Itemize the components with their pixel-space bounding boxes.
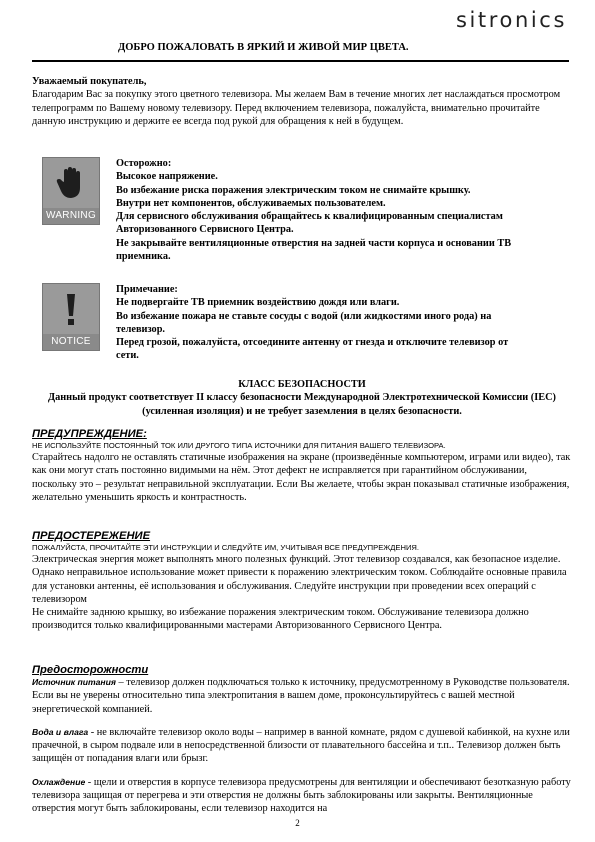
- safety-class-body: Данный продукт соответствует II классу безопасности Международной Электротехнической Комиссии (IEC) (усиленная изоляция) и не требует заземления в целях безопасности.: [48, 392, 556, 417]
- warning-line: Внутри нет компонентов, обслуживаемых пользователем.: [116, 197, 386, 209]
- precaution-label: Охлаждение: [32, 776, 86, 787]
- notice-line: Не подвергайте ТВ приемник воздействию дождя или влаги.: [116, 297, 400, 309]
- precaution-item: [32, 726, 572, 766]
- warning-text: [116, 157, 516, 263]
- warning-label: WARNING: [43, 208, 99, 224]
- caution-heading: ПРЕДОСТЕРЕЖЕНИЕ: [32, 530, 151, 542]
- warning-line: Высокое напряжение.: [116, 171, 218, 183]
- notice-badge: [42, 283, 100, 351]
- warning-line: Во избежание риска поражения электрическим током не снимайте крышку.: [116, 184, 471, 196]
- precaution-text: не включайте телевизор около воды – например в ванной комнате, рядом с душевой кабинкой, на кухне или прачечной, в сыром подвале или в непосредственной близости от плавательного бассейна и т.п.. Телевизор должен быть защищён от попадания влаги или брызг.: [32, 726, 570, 765]
- safety-class-section: [32, 378, 572, 418]
- precaution-separator: -: [88, 726, 97, 738]
- greeting-section: [32, 75, 572, 128]
- precaution-text: телевизор должен подключаться только к источнику, предусмотренному в Руководстве пользователя. Если вы не уверены относительно типа электропитания в вашем доме, проконсультируйтесь с вашей местной энергетической компанией.: [32, 677, 570, 715]
- notice-line: Примечание:: [116, 284, 178, 295]
- page-title: ДОБРО ПОЖАЛОВАТЬ В ЯРКИЙ И ЖИВОЙ МИР ЦВЕТА.: [118, 42, 409, 53]
- warning-heading: ПРЕДУПРЕЖДЕНИЕ:: [32, 428, 147, 440]
- notice-label: NOTICE: [43, 334, 99, 350]
- brand-logo: sitronics: [455, 8, 567, 32]
- notice-line: Перед грозой, пожалуйста, отсоедините антенну от гнезда и отключите телевизор от сети.: [116, 337, 509, 362]
- hand-stop-icon: [43, 166, 99, 205]
- page-number: 2: [295, 818, 300, 828]
- header-divider: [32, 60, 569, 62]
- precaution-item: [32, 776, 572, 816]
- precaution-label: Источник питания: [32, 677, 116, 687]
- caution-caps: ПОЖАЛУЙСТА, ПРОЧИТАЙТЕ ЭТИ ИНСТРУКЦИИ И СЛЕДУЙТЕ ИМ, УЧИТЫВАЯ ВСЕ ПРЕДУПРЕЖДЕНИЯ.: [32, 543, 420, 552]
- notice-text: [116, 283, 516, 363]
- notice-line: Во избежание пожара не ставьте сосуды с водой (или жидкостями иного рода) на телевизор.: [116, 310, 492, 335]
- caution-body: Электрическая энергия может выполнять много полезных функций. Этот телевизор создавался, как безопасное изделие. Однако неправильное использование может привести к поражению электрическим током. Соблюдайте основные правила для установки антенны, её использования и обслуживания. Следуйте инструкции при проведении всех операций с телевизором: [32, 554, 567, 605]
- warning-line: Для сервисного обслуживания обращайтесь к квалифицированным специалистам Авторизованного Сервисного Центра.: [116, 211, 503, 236]
- precautions-heading: Предосторожности: [32, 664, 149, 676]
- precaution-text: щели и отверстия в корпусе телевизора предусмотрены для вентиляции и обеспечивают безотказную работу телевизора защищая от перегрева и эти отверстия не должны быть заблокированы или закрыты. Вентиляционные отверстия могут быть заблокированы, если телевизор находится на: [32, 776, 571, 815]
- greeting-salutation: Уважаемый покупатель,: [32, 76, 147, 87]
- warning-line: Не закрывайте вентиляционные отверстия на задней части корпуса и основании ТВ приемника.: [116, 237, 512, 263]
- warning-caps: НЕ ИСПОЛЬЗУЙТЕ ПОСТОЯННЫЙ ТОК ИЛИ ДРУГОГО ТИПА ИСТОЧНИКИ ДЛЯ ПИТАНИЯ ВАШЕГО ТЕЛЕВИЗОРА.: [32, 441, 446, 450]
- greeting-body: Благодарим Вас за покупку этого цветного телевизора. Мы желаем Вам в течение многих лет наслаждаться просмотром телепрограмм по Вашему новому телевизору. Перед включением телевизора, пожалуйста, внимательно прочитайте данную инструкцию и держите ее всегда под рукой для обращения к ней в будущем.: [32, 89, 561, 127]
- warning-body: Старайтесь надолго не оставлять статичные изображения на экране (произведённые компьютером, играми или видео), так как они могут стать постоянно видимыми на нём. Этот дефект не исправляется при гарантийном обслуживании, поскольку это – результат неправильной эксплуатации. Если Вы желаете, чтобы экран показывал статичные изображения, желательно уменьшить яркость и контрастность.: [32, 452, 571, 503]
- caution-body: Не снимайте заднюю крышку, во избежание поражения электрическим током. Обслуживание телевизора должно производится только квалифицированными мастерами Авторизованного Сервисного Центра.: [32, 607, 529, 632]
- warning-section: [32, 428, 572, 504]
- precaution-separator: –: [115, 677, 127, 688]
- precaution-label: Вода и влага: [32, 726, 89, 737]
- safety-class-title: КЛАСС БЕЗОПАСНОСТИ: [238, 379, 366, 390]
- warning-line: Осторожно:: [116, 158, 172, 169]
- caution-section: [32, 530, 572, 633]
- precaution-item: [32, 676, 572, 716]
- warning-badge: [42, 157, 100, 225]
- exclamation-icon: [43, 292, 99, 333]
- precaution-separator: -: [85, 776, 94, 788]
- precautions-section: [32, 664, 572, 816]
